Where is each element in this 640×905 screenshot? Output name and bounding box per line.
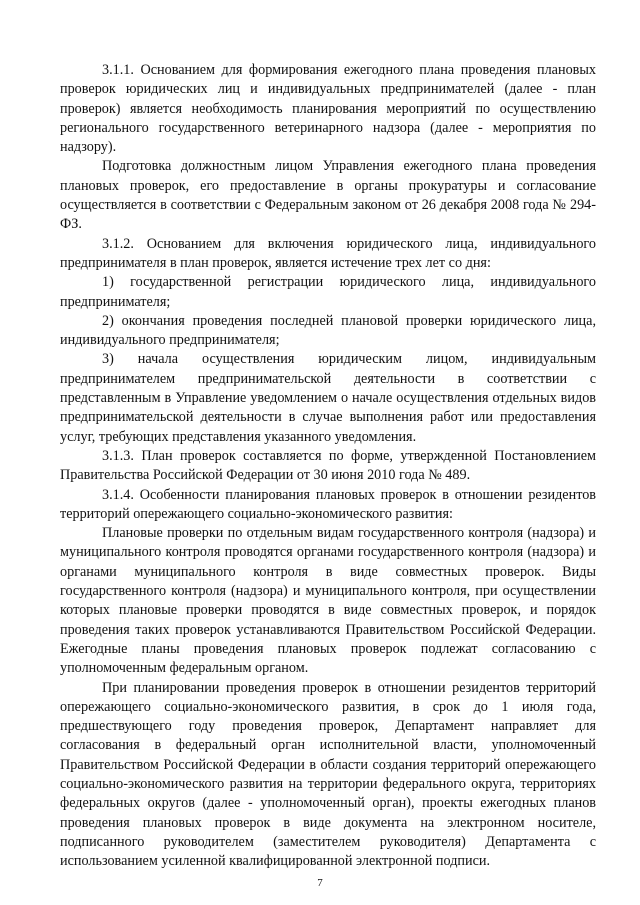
document-body: [60, 61, 596, 871]
list-item-1: 1) государственной регистрации юридического лица, индивидуального предпринимателя;: [60, 274, 596, 310]
list-item-2: 2) окончания проведения последней плановой проверки юридического лица, индивидуального предпринимателя;: [60, 312, 596, 349]
paragraph-plan-preparation: Подготовка должностным лицом Управления ежегодного плана проведения плановых проверок, его предоставление в органы прокуратуры и согласование осуществляется в соответствии с Федеральным законом от 26 декабря 2008 года № 294-ФЗ.: [60, 158, 596, 233]
paragraph-3-1-4: 3.1.4. Особенности планирования плановых проверок в отношении резидентов территорий опережающего социально-экономического развития:: [60, 486, 596, 522]
paragraph-residents-planning: При планировании проведения проверок в отношении резидентов территорий опережающего социально-экономического развития, в срок до 1 июля года, предшествующего году проведения проверок, Департамент направляет для согласования в федеральный орган исполнительной власти, уполномоченный Правительством Российской Федерации в области создания территорий опережающего социально-экономического развития на территории федерального округа, территориях федеральных округов (далее - уполномоченный орган), проекты ежегодных планов проведения плановых проверок в виде документа на электронном носителе, подписанного руководителем (заместителем руководителя) Департамента с использованием усиленной квалифицированной электронной подписи.: [60, 679, 596, 870]
paragraph-3-1-1: 3.1.1. Основанием для формирования ежегодного плана проведения плановых проверок юридических лиц и индивидуальных предпринимателей (далее - план проверок) является необходимость планирования мероприятий по осуществлению регионального государственного ветеринарного надзора (далее - мероприятия по надзору).: [60, 62, 596, 156]
paragraph-3-1-2: 3.1.2. Основанием для включения юридического лица, индивидуального предпринимателя в план проверок, является истечение трех лет со дня:: [60, 235, 596, 271]
paragraph-3-1-3: 3.1.3. План проверок составляется по форме, утвержденной Постановлением Правительства Российской Федерации от 30 июня 2010 года № 489.: [60, 447, 596, 484]
page-number: 7: [317, 877, 323, 889]
list-item-3: 3) начала осуществления юридическим лицом, индивидуальным предпринимателем предпринимательской деятельности в соответствии с представленным в Управление уведомлением о начале осуществления отдельных видов предпринимательской деятельности в случае выполнения работ или предоставления услуг, требующих представления указанного уведомления.: [60, 351, 596, 445]
paragraph-joint-inspections: Плановые проверки по отдельным видам государственного контроля (надзора) и муниципального контроля проводятся органами государственного контроля (надзора) и органами муниципального контроля в виде совместных проверок. Виды государственного контроля (надзора) и муниципального контроля, при осуществлении которых плановые проверки проводятся в виде совместных проверок, и порядок проведения таких проверок устанавливаются Правительством Российской Федерации. Ежегодные планы проведения плановых проверок подлежат согласованию с уполномоченным федеральным органом.: [60, 525, 596, 677]
